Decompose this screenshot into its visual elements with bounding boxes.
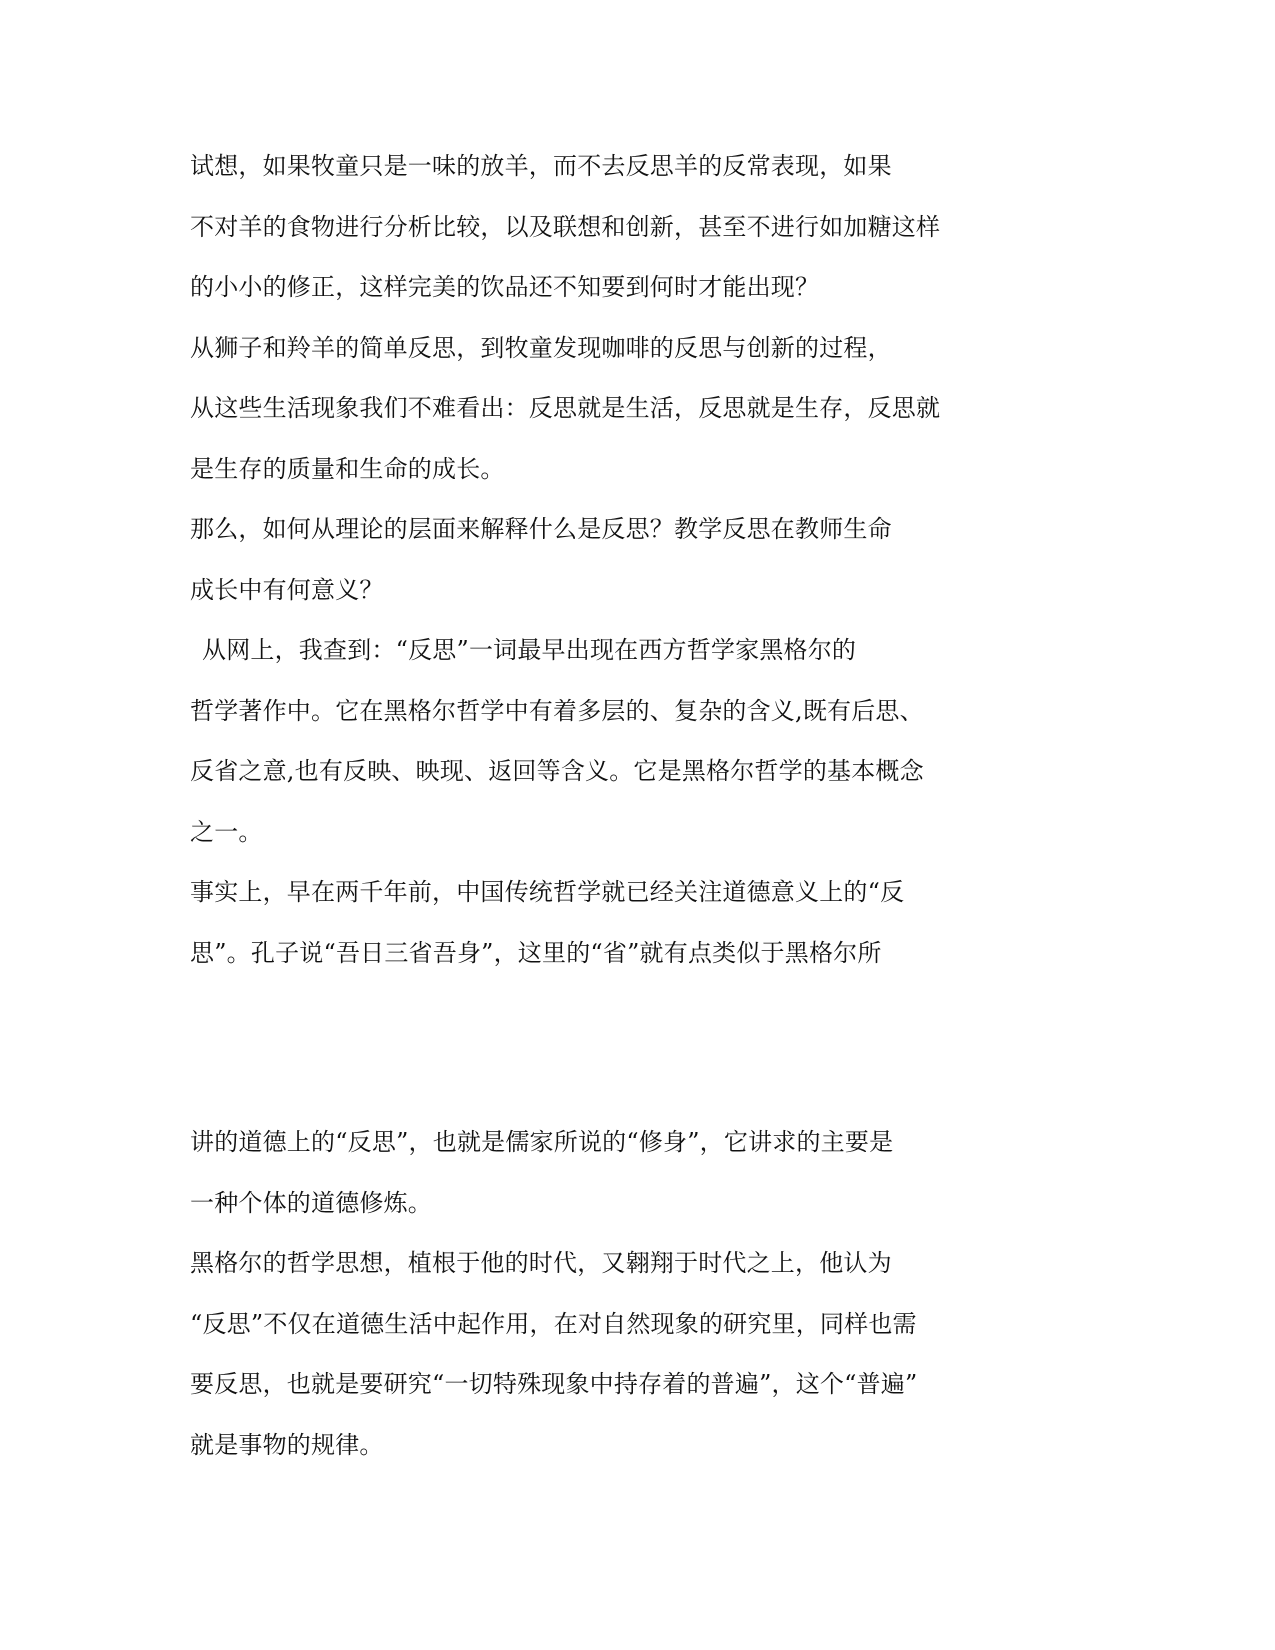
text-line: 是生存的质量和生命的成长。 (190, 454, 505, 483)
text-line: 之一。 (190, 817, 263, 846)
text-line: 从网上，我查到：“反思”一词最早出现在西方哲学家黑格尔的 (202, 636, 857, 664)
text-block-upper (190, 142, 1010, 989)
text-line: 讲的道德上的“反思”，也就是儒家所说的“修身”，它讲求的主要是 (190, 1128, 894, 1156)
text-line: 从这些生活现象我们不难看出：反思就是生活，反思就是生存，反思就 (190, 394, 941, 422)
text-block-lower (190, 1118, 1010, 1481)
text-line: 的小小的修正，这样完美的饮品还不知要到何时才能出现？ (190, 273, 820, 301)
text-line: 不对羊的食物进行分析比较，以及联想和创新，甚至不进行如加糖这样 (190, 212, 941, 241)
text-line: 要反思，也就是要研究“一切特殊现象中持存着的普遍”，这个“普遍” (190, 1370, 918, 1398)
text-line: 一种个体的道德修炼。 (190, 1188, 432, 1217)
text-line: 事实上，早在两千年前，中国传统哲学就已经关注道德意义上的“反 (190, 878, 905, 906)
text-line: 试想，如果牧童只是一味的放羊，而不去反思羊的反常表现，如果 (190, 152, 892, 180)
text-line: 就是事物的规律。 (190, 1430, 384, 1459)
text-line: 哲学著作中。它在黑格尔哲学中有着多层的、复杂的含义,既有后思、 (190, 696, 924, 725)
text-line: 黑格尔的哲学思想，植根于他的时代，又翱翔于时代之上，他认为 (190, 1249, 892, 1277)
text-line: 思”。孔子说“吾日三省吾身”，这里的“省”就有点类似于黑格尔所 (190, 938, 882, 967)
text-line: 成长中有何意义？ (190, 575, 384, 604)
text-line: 反省之意,也有反映、映现、返回等含义。它是黑格尔哲学的基本概念 (190, 757, 924, 785)
text-line: 从狮子和羚羊的简单反思，到牧童发现咖啡的反思与创新的过程， (190, 333, 892, 362)
text-line: “反思”不仅在道德生活中起作用，在对自然现象的研究里，同样也需 (190, 1309, 917, 1338)
text-line: 那么，如何从理论的层面来解释什么是反思？教学反思在教师生命 (190, 515, 892, 543)
